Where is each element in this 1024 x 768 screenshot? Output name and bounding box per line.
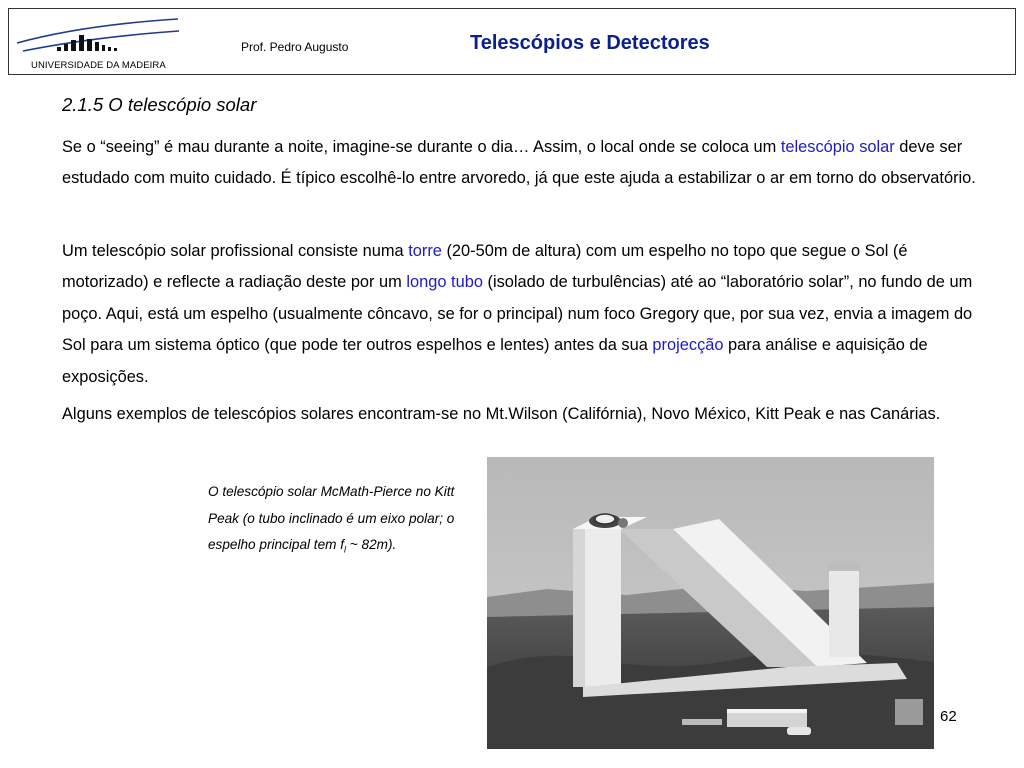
paragraph-2: [62, 236, 992, 393]
section-title: 2.1.5 O telescópio solar: [62, 94, 257, 115]
highlight-torre: torre: [408, 242, 442, 260]
paragraph-2-text-c: (isolado de turbulências) até ao “laboratório solar”, no fundo de um poço. Aqui, está um espelho (usualmente côncavo, se for o principal) num foco Gregory que, por sua vez, envia a imagem do Sol para um sistema óptico (que pode ter outros espelhos e lentes) antes da sua: [62, 273, 973, 355]
author-name: Prof. Pedro Augusto: [241, 40, 349, 54]
paragraph-2-text-b: (20-50m de altura) com um espelho no topo que segue o Sol (é motorizado) e reflecte a radiação deste por um: [62, 242, 908, 292]
paragraph-1-text-b: deve ser estudado com muito cuidado. É típico escolhê-lo entre arvoredo, já que este ajuda a estabilizar o ar em torno do observatório.: [62, 138, 976, 188]
paragraph-1-text-a: Se o “seeing” é mau durante a noite, imagine-se durante o dia… Assim, o local onde se coloca um: [62, 138, 781, 156]
highlight-projeccao: projecção: [652, 336, 724, 355]
slide-title: Telescópios e Detectores: [470, 32, 710, 54]
paragraph-2-text-d: para análise e aquisição de exposições.: [62, 336, 928, 386]
caption-subscript: l: [344, 544, 347, 555]
paragraph-1: [62, 132, 992, 195]
solar-telescope-photo: [487, 457, 934, 749]
caption-main: O telescópio solar McMath-Pierce no Kitt Peak (o tubo inclinado é um eixo polar; o espelho principal tem f: [208, 484, 455, 553]
slide-header: [8, 8, 1016, 75]
paragraph-2-text-a: Um telescópio solar profissional consiste numa: [62, 242, 409, 260]
page-number: 62: [940, 708, 957, 725]
university-name: UNIVERSIDADE DA MADEIRA: [31, 60, 166, 71]
paragraph-3: Alguns exemplos de telescópios solares encontram-se no Mt.Wilson (Califórnia), Novo México, Kitt Peak e nas Canárias.: [62, 405, 941, 423]
figure-caption: [208, 479, 483, 564]
highlight-telescopio-solar: telescópio solar: [780, 138, 895, 156]
highlight-longo-tubo: longo tubo: [406, 273, 483, 292]
caption-end: ~ 82m).: [346, 537, 397, 553]
